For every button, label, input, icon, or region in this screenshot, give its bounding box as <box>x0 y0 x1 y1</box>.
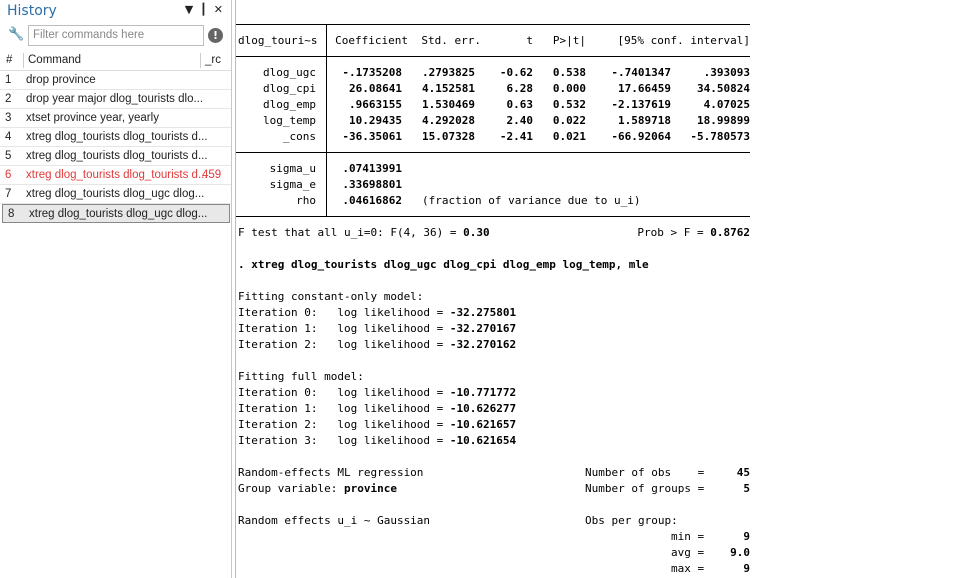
coef-cell: -.7401347 <box>611 66 671 79</box>
coef-cell: -5.780573 <box>690 130 750 143</box>
coef-cell: 4.292028 <box>422 114 475 127</box>
coef-cell: -.1735208 <box>342 66 402 79</box>
col-rc[interactable]: _rc <box>205 54 221 66</box>
history-n: 6 <box>5 169 12 181</box>
rho-note: (fraction of variance due to u_i) <box>422 194 641 207</box>
obs-per-group-label: Obs per group: <box>585 514 678 527</box>
iteration-line: Iteration 0: log likelihood = -10.771772 <box>238 386 517 399</box>
coef-cell: 15.07328 <box>422 130 475 143</box>
history-cmd: xtreg dlog_tourists dlog_tourists d... <box>26 169 208 181</box>
header-cell: t <box>526 34 533 47</box>
iteration-line: Iteration 0: log likelihood = -32.275801 <box>238 306 517 319</box>
coef-cell: -0.62 <box>499 66 533 79</box>
header-cell: P>|t| <box>552 34 586 47</box>
regression-type: Random-effects ML regression <box>238 466 424 479</box>
var-label: _cons <box>282 130 316 143</box>
coef-cell: .393093 <box>703 66 750 79</box>
coef-cell: 0.532 <box>552 98 586 111</box>
coef-cell: 1.530469 <box>422 98 475 111</box>
sigma_e-label: sigma_e <box>269 178 316 191</box>
history-n: 8 <box>8 208 15 220</box>
coef-cell: 34.50824 <box>697 82 750 95</box>
coef-cell: 0.021 <box>552 130 586 143</box>
max-label: max = <box>671 562 705 575</box>
coef-cell: 4.152581 <box>422 82 475 95</box>
history-n: 7 <box>5 188 12 200</box>
full-model-title: Fitting full model: <box>238 370 364 383</box>
header-cell: Coefficient <box>335 34 408 47</box>
max-value: 9 <box>743 562 750 575</box>
sigma_u-value: .07413991 <box>342 162 402 175</box>
coef-cell: 2.40 <box>506 114 533 127</box>
results-pane <box>235 0 960 578</box>
history-n: 1 <box>5 74 12 86</box>
header-cell: Std. err. <box>421 34 481 47</box>
header-depvar: dlog_touri~s <box>238 34 318 47</box>
rho-value: .04616862 <box>342 194 402 207</box>
rho-label: rho <box>296 194 316 207</box>
const-model-title: Fitting constant-only model: <box>238 290 424 303</box>
coef-cell: -2.137619 <box>611 98 671 111</box>
history-rc: 459 <box>202 169 222 181</box>
coef-cell: 26.08641 <box>349 82 402 95</box>
nobs-value: 45 <box>736 466 750 479</box>
prob-f: Prob > F = 0.8762 <box>637 226 750 239</box>
coef-cell: 0.63 <box>506 98 533 111</box>
pin-icon[interactable]: ┃ <box>200 3 207 16</box>
group-variable: Group variable: province <box>238 482 397 495</box>
history-cmd: xtreg dlog_tourists dlog_tourists d... <box>26 131 208 143</box>
coef-cell: 18.99899 <box>697 114 750 127</box>
var-label: dlog_ugc <box>263 66 316 79</box>
sigma_e-value: .33698801 <box>342 178 402 191</box>
filter-input[interactable]: Filter commands here <box>28 25 204 46</box>
iteration-line: Iteration 1: log likelihood = -10.626277 <box>238 402 517 415</box>
coef-cell: -36.35061 <box>342 130 402 143</box>
col-num[interactable]: # <box>6 54 13 66</box>
close-icon[interactable]: ✕ <box>213 3 223 16</box>
iteration-line: Iteration 2: log likelihood = -32.270162 <box>238 338 517 351</box>
coef-cell: -66.92064 <box>611 130 671 143</box>
random-effects-dist: Random effects u_i ~ Gaussian <box>238 514 431 527</box>
wrench-icon[interactable]: 🔧 <box>8 27 25 42</box>
history-n: 4 <box>5 131 12 143</box>
coef-cell: 10.29435 <box>349 114 402 127</box>
ngroups-label: Number of groups = <box>585 482 705 495</box>
coef-cell: 0.000 <box>552 82 586 95</box>
header-cell: [95% conf. interval] <box>617 34 750 47</box>
iteration-line: Iteration 2: log likelihood = -10.621657 <box>238 418 517 431</box>
coef-cell: 0.538 <box>552 66 586 79</box>
min-label: min = <box>671 530 705 543</box>
nobs-label: Number of obs = <box>585 466 705 479</box>
history-cmd: xtset province year, yearly <box>26 112 159 124</box>
coef-cell: 4.07025 <box>703 98 750 111</box>
history-n: 3 <box>5 112 12 124</box>
var-label: dlog_cpi <box>263 82 316 95</box>
coef-cell: .2793825 <box>422 66 475 79</box>
var-label: log_temp <box>263 114 316 127</box>
history-cmd: xtreg dlog_tourists dlog_ugc dlog... <box>29 208 208 220</box>
coef-cell: .9663155 <box>349 98 402 111</box>
coef-cell: 1.589718 <box>618 114 671 127</box>
history-n: 2 <box>5 93 12 105</box>
ftest-line: F test that all u_i=0: F(4, 36) = 0.30 <box>238 226 490 239</box>
col-command[interactable]: Command <box>28 54 82 66</box>
history-cmd: xtreg dlog_tourists dlog_ugc dlog... <box>26 188 205 200</box>
history-cmd: drop year major dlog_tourists dlo... <box>26 93 204 105</box>
min-value: 9 <box>743 530 750 543</box>
warning-icon[interactable]: ! <box>208 28 223 43</box>
history-cmd: xtreg dlog_tourists dlog_tourists d... <box>26 150 208 162</box>
coef-cell: 17.66459 <box>618 82 671 95</box>
command-echo: . xtreg dlog_tourists dlog_ugc dlog_cpi dlog_emp log_temp, mle <box>238 258 649 271</box>
history-cmd: drop province <box>26 74 96 86</box>
filter-icon[interactable]: ▼ <box>184 3 194 16</box>
coef-cell: 6.28 <box>506 82 533 95</box>
avg-label: avg = <box>671 546 705 559</box>
history-n: 5 <box>5 150 12 162</box>
avg-value: 9.0 <box>730 546 750 559</box>
sigma_u-label: sigma_u <box>269 162 316 175</box>
ngroups-value: 5 <box>743 482 750 495</box>
iteration-line: Iteration 1: log likelihood = -32.270167 <box>238 322 517 335</box>
history-title: History <box>7 3 57 19</box>
iteration-line: Iteration 3: log likelihood = -10.621654 <box>238 434 517 447</box>
var-label: dlog_emp <box>263 98 316 111</box>
coef-cell: 0.022 <box>552 114 586 127</box>
coef-cell: -2.41 <box>499 130 533 143</box>
